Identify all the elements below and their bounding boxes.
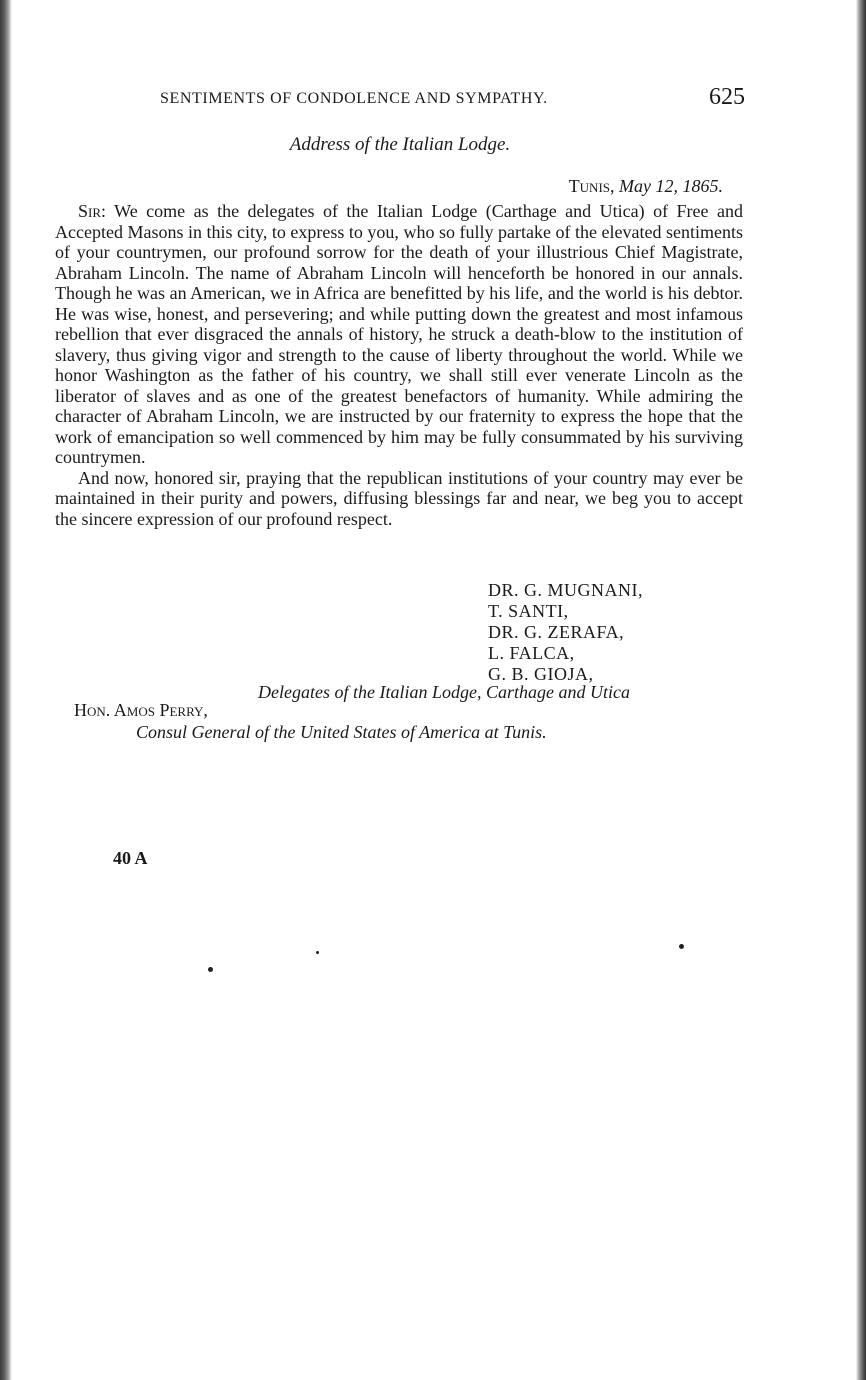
ink-speck	[208, 967, 213, 972]
dateline	[569, 176, 723, 197]
dateline-date: May 12, 1865.	[619, 176, 723, 196]
page-edge-left	[0, 0, 12, 1380]
delegates-line: Delegates of the Italian Lodge, Carthage and Utica	[258, 682, 630, 702]
letter-paragraph-1	[55, 201, 743, 468]
addressee-title: Consul General of the United States of America at Tunis.	[136, 722, 547, 742]
letter-body	[55, 201, 743, 529]
signatory-list	[488, 580, 643, 685]
paragraph-1-text: We come as the delegates of the Italian Lodge (Carthage and Utica) of Free and Accepted Masons in this city, to express to you, who so fully partake of the elevated sentiments of your countrymen, our profound sorrow for the death of your illustrious Chief Magistrate, Abraham Lincoln. The name of Abraham Lincoln will henceforth be honored in our annals. Though he was an American, we in Africa are benefitted by his life, and the world is his debtor. He was wise, honest, and persevering; and while putting down the greatest and most infamous rebellion that ever disgraced the annals of history, he struck a death-blow to the institution of slavery, thus giving vigor and strength to the cause of liberty throughout the world. While we honor Washington as the father of his country, we shall still ever venerate Lincoln as the liberator of slaves and as one of the greatest benefactors of humanity. While admiring the character of Abraham Lincoln, we are instructed by our fraternity to express the hope that the work of emancipation so well commenced by him may be fully consummated by his surviving countrymen.	[55, 201, 743, 467]
letter-paragraph-2: And now, honored sir, praying that the republican institutions of your country may ever be maintained in their purity and powers, diffusing blessings far and near, we beg you to accept the sincere expression of our profound respect.	[55, 467, 743, 529]
addressee-name: Hon. Amos Perry,	[74, 700, 208, 720]
salutation: Sir:	[78, 201, 107, 221]
dateline-place: Tunis,	[568, 176, 615, 196]
page-number: 625	[709, 84, 745, 110]
running-title: SENTIMENTS OF CONDOLENCE AND SYMPATHY.	[160, 90, 548, 107]
signatory: DR. G. MUGNANI,	[488, 580, 643, 600]
printer-signature-mark: 40 A	[113, 848, 148, 868]
document-title: Address of the Italian Lodge.	[289, 134, 511, 155]
ink-speck	[316, 951, 319, 954]
page-edge-right	[856, 0, 866, 1380]
signatory: T. SANTI,	[488, 601, 569, 621]
signatory: DR. G. ZERAFA,	[488, 622, 625, 642]
signatory: G. B. GIOJA,	[488, 664, 594, 684]
signatory: L. FALCA,	[488, 643, 575, 663]
ink-speck	[679, 944, 684, 949]
